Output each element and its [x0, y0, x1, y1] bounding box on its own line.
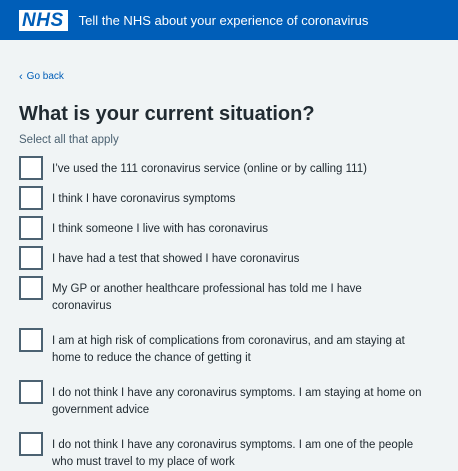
option-label: I have had a test that showed I have coronavirus	[52, 252, 300, 265]
option-gp-told-me[interactable]	[19, 276, 439, 315]
option-label: I do not think I have any coronavirus symptoms. I am one of the people who must travel to my place of work	[52, 438, 414, 468]
option-label: I do not think I have any coronavirus symptoms. I am staying at home on government advice	[52, 386, 422, 416]
site-header	[0, 0, 458, 40]
page-title: What is your current situation?	[19, 102, 315, 125]
option-used-111[interactable]	[19, 156, 439, 180]
checkbox[interactable]	[19, 156, 43, 180]
checkbox[interactable]	[19, 328, 43, 352]
checkbox[interactable]	[19, 380, 43, 404]
checkbox-group	[19, 156, 439, 471]
option-label: I am at high risk of complications from coronavirus, and am staying at home to reduce the chance of getting it	[52, 334, 405, 364]
option-high-risk[interactable]	[19, 328, 439, 367]
checkbox[interactable]	[19, 276, 43, 300]
main-content	[0, 40, 458, 471]
option-no-symptoms-key-worker[interactable]	[19, 432, 439, 471]
checkbox[interactable]	[19, 186, 43, 210]
option-label: My GP or another healthcare professional has told me I have coronavirus	[52, 282, 362, 312]
nhs-logo[interactable]: NHS	[19, 10, 68, 31]
checkbox[interactable]	[19, 216, 43, 240]
option-label: I think someone I live with has coronavirus	[52, 222, 269, 235]
option-label: I think I have coronavirus symptoms	[52, 192, 236, 205]
back-link[interactable]	[19, 71, 64, 82]
option-someone-i-live-with[interactable]	[19, 216, 439, 240]
option-no-symptoms-staying-home[interactable]	[19, 380, 439, 419]
checkbox[interactable]	[19, 246, 43, 270]
checkbox[interactable]	[19, 432, 43, 456]
option-positive-test[interactable]	[19, 246, 439, 270]
service-name[interactable]: Tell the NHS about your experience of coronavirus	[78, 12, 369, 28]
chevron-left-icon: ‹	[19, 70, 23, 83]
hint-text: Select all that apply	[19, 133, 119, 146]
option-have-symptoms[interactable]	[19, 186, 439, 210]
option-label: I’ve used the 111 coronavirus service (online or by calling 111)	[52, 162, 367, 175]
back-link-label: Go back	[26, 71, 64, 82]
